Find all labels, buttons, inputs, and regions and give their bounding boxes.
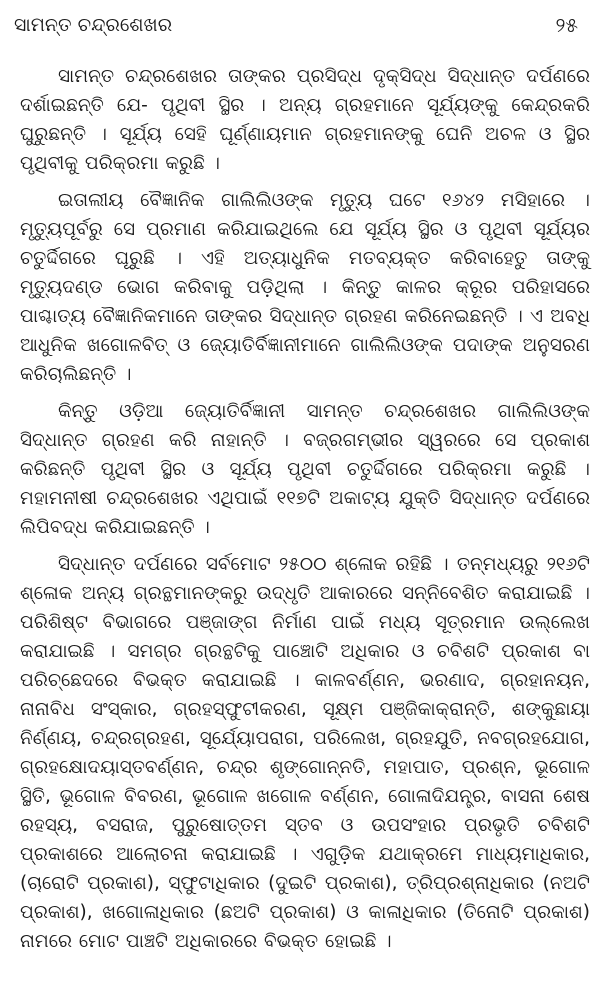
paragraph-1: ସାମନ୍ତ ଚନ୍ଦ୍ରଶେଖର ତାଙ୍କର ପ୍ରସିଦ୍ଧ ଦୃକ୍‌ସିଦ୍ଧ ସିଦ୍ଧାନ୍ତ ଦର୍ପଣରେ ଦର୍ଶାଇଛନ୍ତି ଯେ- ପୃଥିବୀ ସ୍ଥିର । ଅନ୍ୟ ଗ୍ରହମାନେ ସୂର୍ଯ୍ୟଙ୍କୁ କେନ୍ଦ୍ରକରି ଘୁରୁଛନ୍ତି । ସୂର୍ଯ୍ୟ ସେହି ଘୂର୍ଣ୍ଣାୟମାନ ଗ୍ରହମାନଙ୍କୁ ଘେନି ଅଚଳ ଓ ସ୍ଥିର ପୃଥିବୀକୁ ପରିକ୍ରମା କରୁଛି । [20,66,590,174]
running-header [14,10,578,40]
paragraph-2: ଇତାଲୀୟ ବୈଜ୍ଞାନିକ ଗାଲିଲିଓଙ୍କ ମୃତ୍ୟୁ ଘଟେ ୧୬୪୨ ମସିହାରେ । ମୃତ୍ୟୁପୂର୍ବରୁ ସେ ପ୍ରମାଣ କରିଯାଇଥିଲେ ଯେ ସୂର୍ଯ୍ୟ ସ୍ଥିର ଓ ପୃଥିବୀ ସୂର୍ଯ୍ୟର ଚତୁର୍ଦ୍ଦିଗରେ ଘୂରୁଛି । ଏହି ଅତ୍ୟାଧୁନିକ ମତବ୍ୟକ୍ତ କରିବାହେତୁ ତାଙ୍କୁ ମୃତ୍ୟୁଦଣ୍ଡ ଭୋଗ କରିବାକୁ ପଡ଼ିଥିଲା । କିନ୍ତୁ କାଳର କ୍ରୂର ପରିହାସରେ ପାଶ୍ଚାତ୍ୟ ବୈଜ୍ଞାନିକମାନେ ତାଙ୍କର ସିଦ୍ଧାନ୍ତ ଗ୍ରହଣ କରିନେଇଛନ୍ତି । ଏ ଅବଧି ଆଧୁନିକ ଖଗୋଳବିତ୍ ଓ ଜ୍ୟୋତିର୍ବିଜ୍ଞାନୀମାନେ ଗାଲିଲିଓଙ୍କ ପଦାଙ୍କ ଅନୁସରଣ କରିଚାଲିଛନ୍ତି । [20,190,590,385]
body-text [20,62,590,956]
paragraph-4: ସିଦ୍ଧାନ୍ତ ଦର୍ପଣରେ ସର୍ବମୋଟ ୨୫୦୦ ଶ୍ଳୋକ ରହିଛି । ତନ୍ମଧ୍ୟରୁ ୨୧୬ଟି ଶ୍ଳୋକ ଅନ୍ୟ ଗ୍ରନ୍ଥମାନଙ୍କରୁ ଉଦ୍ଧୃତି ଆକାରରେ ସନ୍ନିବେଶିତ କରାଯାଇଛି । ପରିଶିଷ୍ଟ ବିଭାଗରେ ପଞ୍ଜାଙ୍ଗ ନିର୍ମାଣ ପାଇଁ ମଧ୍ୟ ସୂତ୍ରମାନ ଉଲ୍ଲେଖ କରାଯାଇଛି । ସମଗ୍ର ଗ୍ରନ୍ଥଟିକୁ ପାଞ୍ଚୋଟି ଅଧିକାର ଓ ଚବିଶଟି ପ୍ରକାଶ ବା ପରିଚ୍ଛେଦରେ ବିଭକ୍ତ କରାଯାଇଛି । କାଳବର୍ଣ୍ଣନ, ଭରଣାଦ, ଗ୍ରହାନୟନ, ନାନାବିଧ ସଂସ୍କାର, ଗ୍ରହସ୍ଫୁଟୀକରଣ, ସୂକ୍ଷ୍ମ ପଞ୍ଜିକାକ୍ରାନ୍ତି, ଶଙ୍କୁଛାୟା ନିର୍ଣ୍ଣୟ, ଚନ୍ଦ୍ରଗ୍ରହଣ, ସୂର୍ଯ୍ୟୋପରାଗ, ପରିଲେଖ, ଗ୍ରହଯୁତି, ନବଗ୍ରହଯୋଗ, ଗ୍ରହକ୍ଷୋଦୟାସ୍ତବର୍ଣ୍ଣନ, ଚନ୍ଦ୍ର ଶୃଙ୍ଗୋନ୍ନତି, ମହାପାତ, ପ୍ରଶ୍ନ, ଭୂଗୋଳ ସ୍ଥିତି, ଭୂଗୋଳ ବିବରଣ, ଭୂଗୋଳ ଖଗୋଳ ବର୍ଣ୍ଣନ, ଗୋଳାଦିଯନ୍ତ୍ର, ବାସନା ଶେଷ ରହସ୍ୟ, ବସରାଜ, ପୁରୁଷୋତ୍ତମ ସ୍ତବ ଓ ଉପସଂହାର ପ୍ରଭୃତି ଚବିଶଟି ପ୍ରକାଶରେ ଆଲୋଚନା କରାଯାଇଛି । ଏଗୁଡ଼ିକ ଯଥାକ୍ରମେ ମାଧ୍ୟମାଧିକାର, (ଚାରୋଟି ପ୍ରକାଶ), ସ୍ଫୁଟାଧିକାର (ଦୁଇଟି ପ୍ରକାଶ), ତ୍ରିପ୍ରଶ୍ନାଧିକାର (ନଅଟି ପ୍ରକାଶ), ଖଗୋଳାଧିକାର (ଛଅଟି ପ୍ରକାଶ) ଓ କାଳାଧିକାର (ତିନୋଟି ପ୍ରକାଶ) ନାମରେ ମୋଟ ପାଞ୍ଚଟି ଅଧିକାରରେ ବିଭକ୍ତ ହୋଇଛି । [20,554,590,952]
page-number: ୨୫ [555,13,578,37]
running-title: ସାମନ୍ତ ଚନ୍ଦ୍ରଶେଖର [14,14,173,36]
paragraph-3: କିନ୍ତୁ ଓଡ଼ିଆ ଜ୍ୟୋତିର୍ବିଜ୍ଞାନୀ ସାମନ୍ତ ଚନ୍ଦ୍ରଶେଖର ଗାଲିଲିଓଙ୍କ ସିଦ୍ଧାନ୍ତ ଗ୍ରହଣ କରି ନାହାନ୍ତି । ବଜ୍ରଗମ୍ଭୀର ସ୍ୱରରେ ସେ ପ୍ରକାଶ କରିଛନ୍ତି ପୃଥିବୀ ସ୍ଥିର ଓ ସୂର୍ଯ୍ୟ ପୃଥିବୀ ଚତୁର୍ଦ୍ଦିଗରେ ପରିକ୍ରମା କରୁଛି । ମହାମନୀଷୀ ଚନ୍ଦ୍ରଶେଖର ଏଥିପାଇଁ ୧୧୭ଟି ଅକାଟ୍ୟ ଯୁକ୍ତି ସିଦ୍ଧାନ୍ତ ଦର୍ପଣରେ ଲିପିବଦ୍ଧ କରିଯାଇଛନ୍ତି । [20,401,590,538]
